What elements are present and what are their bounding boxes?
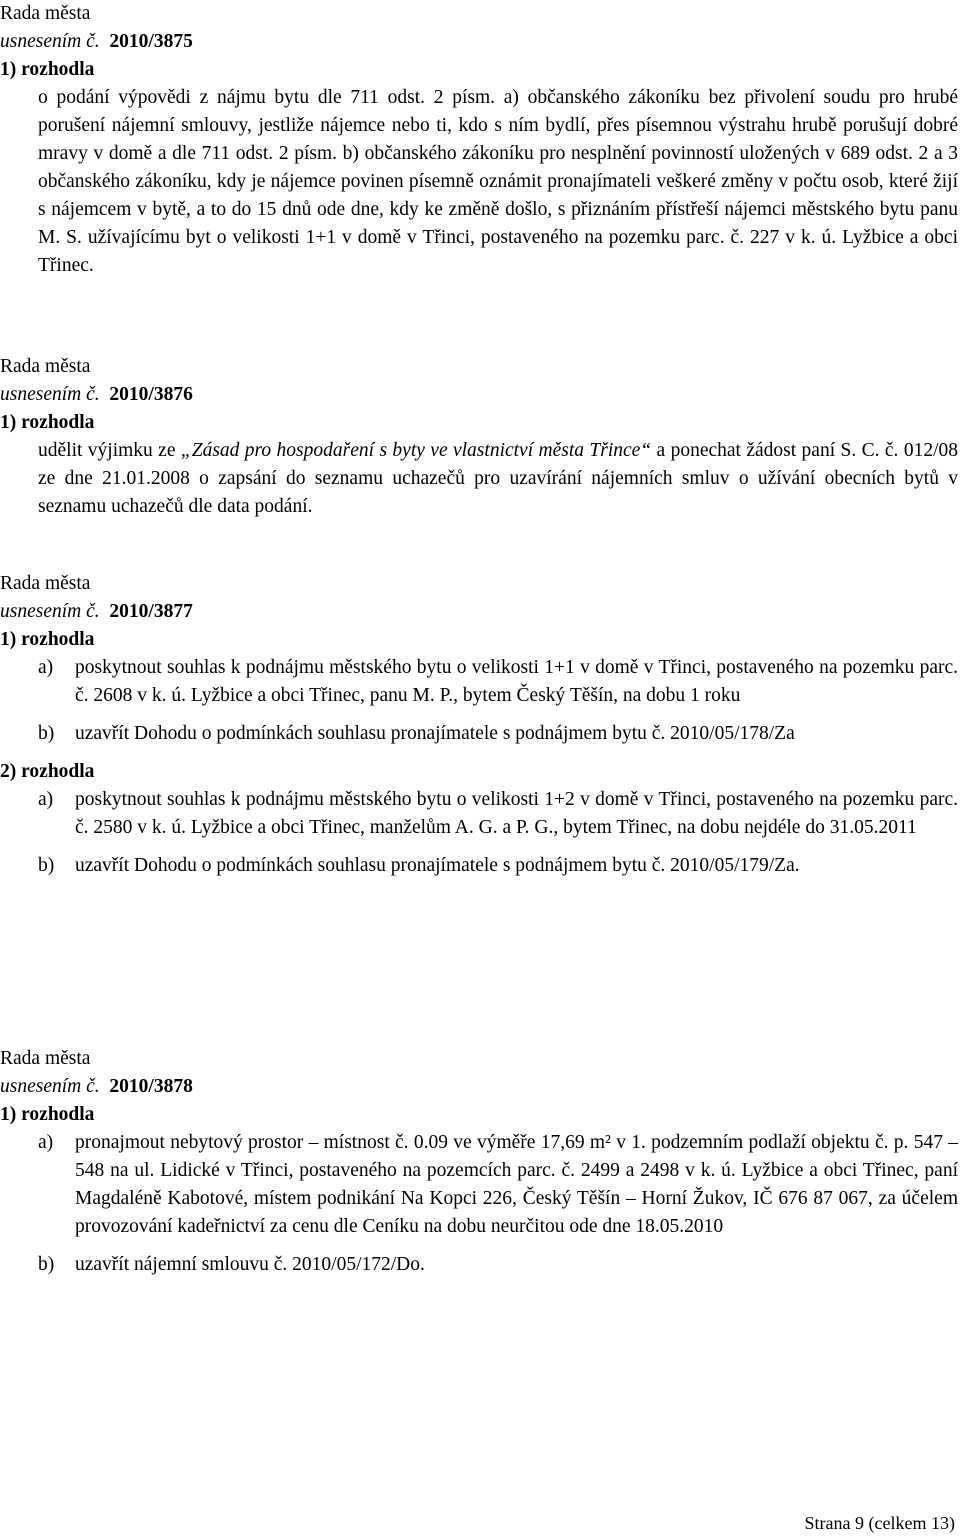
resolution-label: usnesením č. — [0, 31, 100, 52]
list-item — [38, 654, 958, 710]
resolution-number-line — [0, 598, 958, 626]
resolution-label: usnesením č. — [0, 1076, 100, 1097]
text-part: a ponechat žádost paní S. C. č. 012/08 ze dne 21.01.2008 o zapsání do seznamu uchazečů pro uzavírání nájemních smluv o užívání obecních bytů v seznamu uchazečů dle data podání. — [38, 440, 958, 517]
item-text: uzavřít Dohodu o podmínkách souhlasu pronajímatele s podnájmem bytu č. 2010/05/179/Za. — [75, 855, 800, 876]
resolution-number-line — [0, 381, 958, 409]
resolution-number-line — [0, 28, 958, 56]
council-heading: Rada města — [0, 573, 91, 594]
decision-heading: 1) rozhodla — [0, 59, 95, 80]
item-label: a) — [38, 789, 54, 810]
list-item — [38, 720, 958, 748]
resolution-label: usnesením č. — [0, 384, 100, 405]
decision-heading: 1) rozhodla — [0, 629, 95, 650]
council-heading: Rada města — [0, 1048, 91, 1069]
resolution-2010-3876 — [0, 353, 958, 521]
list-item — [38, 1251, 958, 1279]
resolution-2010-3875 — [0, 0, 958, 280]
resolution-number: 2010/3877 — [109, 601, 193, 622]
item-label: a) — [38, 1132, 54, 1153]
list-item — [38, 852, 958, 880]
item-text: poskytnout souhlas k podnájmu městského bytu o velikosti 1+1 v domě v Třinci, postaveného na pozemku parc. č. 2608 v k. ú. Lyžbice a obci Třinec, panu M. P., bytem Český Těšín, na dobu 1 roku — [75, 657, 958, 706]
item-label: b) — [38, 723, 55, 744]
item-text: uzavřít nájemní smlouvu č. 2010/05/172/Do. — [75, 1254, 425, 1275]
item-label: b) — [38, 855, 55, 876]
list-item — [38, 1129, 958, 1241]
rules-title: „Zásad pro hospodaření s byty ve vlastnictví města Třince“ — [180, 440, 652, 461]
decision-heading: 1) rozhodla — [0, 412, 95, 433]
page-number: Strana 9 (celkem 13) — [804, 1513, 955, 1533]
council-heading: Rada města — [0, 356, 91, 377]
item-text: uzavřít Dohodu o podmínkách souhlasu pronajímatele s podnájmem bytu č. 2010/05/178/Za — [75, 723, 795, 744]
item-text: poskytnout souhlas k podnájmu městského bytu o velikosti 1+2 v domě v Třinci, postaveného na pozemku parc. č. 2580 v k. ú. Lyžbice a obci Třinec, manželům A. G. a P. G., bytem Třinec, na dobu nejdéle do 31.05.2011 — [75, 789, 958, 838]
decision-heading: 1) rozhodla — [0, 1104, 95, 1125]
resolution-2010-3877 — [0, 570, 958, 880]
resolution-text: o podání výpovědi z nájmu bytu dle 711 odst. 2 písm. a) občanského zákoníku bez přivolení soudu pro hrubé porušení nájemní smlouvy, jestliže nájemce nebo ti, kdo s ním bydlí, přes písemnou výstrahu hrubě porušují dobré mravy v domě a dle 711 odst. 2 písm. b) občanského zákoníku pro nesplnění povinností uložených v 689 odst. 2 a 3 občanského zákoníku, kdy je nájemce povinen písemně oznámit pronajímateli veškeré změny v počtu osob, které žijí s nájemcem v bytě, a to do 15 dnů ode dne, kdy ke změně došlo, s přiznáním přístřeší nájemci městského bytu panu M. S. užívajícímu byt o velikosti 1+1 v domě v Třinci, postaveného na pozemku parc. č. 227 v k. ú. Lyžbice a obci Třinec. — [38, 87, 958, 276]
resolution-number: 2010/3876 — [109, 384, 193, 405]
decision-heading: 2) rozhodla — [0, 761, 95, 782]
item-label: a) — [38, 657, 54, 678]
resolution-number: 2010/3875 — [109, 31, 193, 52]
resolution-text — [38, 437, 958, 521]
council-heading: Rada města — [0, 3, 91, 24]
resolution-number-line — [0, 1073, 958, 1101]
text-part: udělit výjimku ze — [38, 440, 181, 461]
item-label: b) — [38, 1254, 55, 1275]
item-text: pronajmout nebytový prostor – místnost č. 0.09 ve výměře 17,69 m² v 1. podzemním podlaží objektu č. p. 547 – 548 na ul. Lidické v Třinci, postaveného na pozemcích parc. č. 2499 a 2498 v k. ú. Lyžbice a obci Třinec, paní Magdaléně Kabotové, místem podnikání Na Kopci 226, Český Těšín – Horní Žukov, IČ 676 87 067, za účelem provozování kadeřnictví za cenu dle Ceníku na dobu neurčitou ode dne 18.05.2010 — [75, 1132, 958, 1237]
resolution-number: 2010/3878 — [109, 1076, 193, 1097]
resolution-2010-3878 — [0, 1045, 958, 1279]
list-item — [38, 786, 958, 842]
resolution-label: usnesením č. — [0, 601, 100, 622]
